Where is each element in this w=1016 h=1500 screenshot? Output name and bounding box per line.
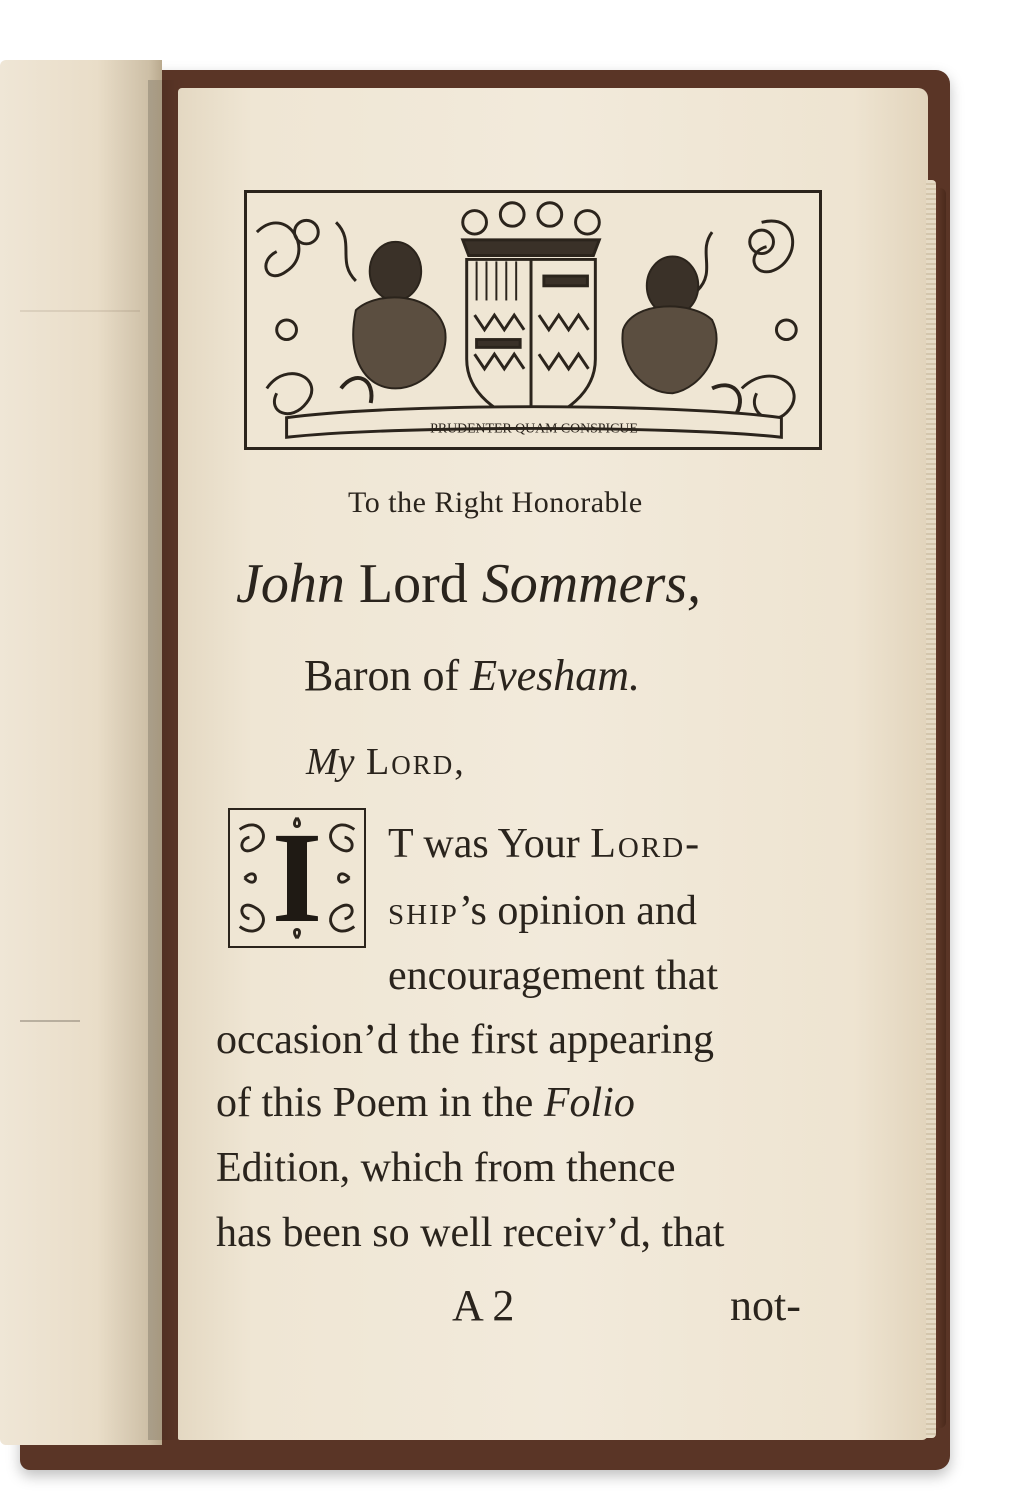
signature-mark: A 2: [452, 1281, 515, 1330]
catchword: not-: [730, 1281, 801, 1330]
salutation-lord: Lord,: [354, 741, 466, 783]
body-line-1: [388, 823, 701, 865]
dedicatee-first-name: John: [236, 553, 345, 615]
text-run-smallcaps: ship: [388, 888, 459, 934]
dedicatee-surname: Sommers,: [481, 553, 702, 615]
body-line-2: [388, 890, 697, 932]
dedicatee-name: [236, 553, 702, 615]
dedication-line: To the Right Honorable: [348, 486, 643, 519]
body-line-4: occasion’d the first appearing: [216, 1017, 714, 1063]
text-run: ’s opinion and: [458, 888, 697, 934]
coat-of-arms-icon: [247, 193, 819, 447]
baron-place: Evesham.: [470, 651, 641, 700]
text-run: of this Poem in the: [216, 1080, 544, 1126]
body-line-5: [216, 1082, 635, 1124]
body-line-3: encouragement that: [388, 953, 719, 999]
drop-cap-letter: I: [271, 806, 323, 950]
drop-cap: [228, 808, 366, 948]
baron-prefix: Baron of: [304, 651, 471, 700]
body-line-7: has been so well receiv’d, that: [216, 1210, 725, 1256]
text-run-italic: Folio: [543, 1080, 635, 1126]
text-run: T was Your: [388, 821, 591, 867]
bleed-through: [20, 310, 140, 326]
salutation-my: My: [306, 741, 355, 783]
headpiece-woodcut: [244, 190, 822, 450]
page-edge: [926, 180, 936, 1438]
left-page: [0, 60, 162, 1445]
dedicatee-title: Lord: [344, 553, 482, 615]
motto-text: PRUDENTER QUAM CONSPICUE: [430, 420, 638, 436]
text-run-smallcaps: Lord-: [590, 821, 702, 867]
dedicatee-barony: [304, 650, 640, 701]
bleed-through: [20, 1020, 80, 1026]
body-line-6: Edition, which from thence: [216, 1145, 676, 1191]
salutation: [306, 740, 466, 784]
